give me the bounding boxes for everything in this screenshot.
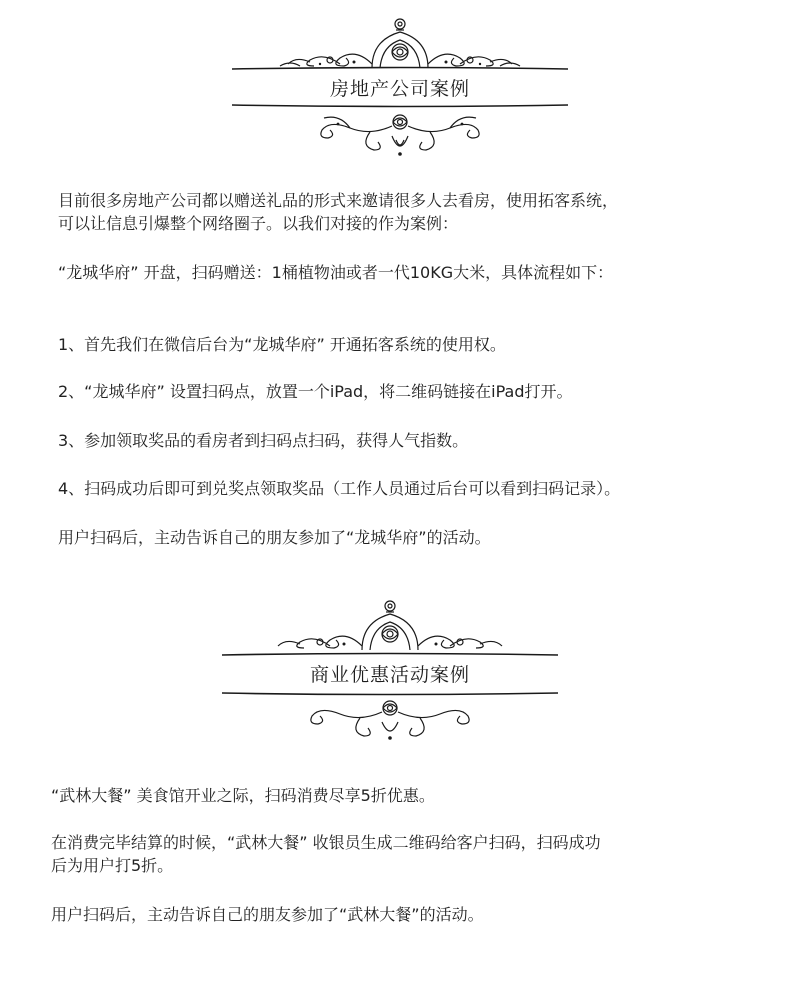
step-2: 2、“龙城华府” 设置扫码点，放置一个iPad，将二维码链接在iPad打开。: [58, 382, 573, 401]
closing-text-1: 用户扫码后，主动告诉自己的朋友参加了“龙城华府”的活动。: [58, 528, 491, 547]
business-line-2b: 后为用户打5折。: [51, 856, 174, 875]
ornament-top-2: [0, 596, 800, 654]
closing-text-2: 用户扫码后，主动告诉自己的朋友参加了“武林大餐”的活动。: [51, 905, 484, 924]
ornament-bottom-1: [0, 106, 800, 158]
business-line-1: “武林大餐” 美食馆开业之际，扫码消费尽享5折优惠。: [51, 786, 435, 805]
promo-text: “龙城华府” 开盘，扫码赠送：1桶植物油或者一代10KG大米，具体流程如下：: [58, 263, 614, 282]
ornament-bottom-2: [0, 694, 800, 742]
crown-ornament-icon: [0, 12, 800, 72]
scroll-ornament-icon: [0, 694, 800, 742]
ornament-top-1: [0, 12, 800, 72]
intro-line-2: 可以让信息引爆整个网络圈子。以我们对接的作为案例：: [58, 214, 459, 233]
divider-line-icon: [0, 652, 800, 658]
section-heading-business: 商业优惠活动案例: [309, 664, 470, 686]
ornament-line-top-2: [0, 652, 800, 658]
scroll-ornament-icon: [0, 106, 800, 158]
step-4: 4、扫码成功后即可到兑奖点领取奖品（工作人员通过后台可以看到扫码记录）。: [58, 479, 621, 498]
divider-line-icon: [0, 66, 800, 72]
intro-line-1: 目前很多房地产公司都以赠送礼品的形式来邀请很多人去看房，使用拓客系统，: [58, 191, 619, 210]
business-line-2a: 在消费完毕结算的时候，“武林大餐” 收银员生成二维码给客户扫码，扫码成功: [51, 833, 601, 852]
crown-ornament-icon: [0, 596, 800, 654]
section-heading-real-estate: 房地产公司案例: [329, 78, 470, 100]
step-1: 1、首先我们在微信后台为“龙城华府” 开通拓客系统的使用权。: [58, 335, 506, 354]
ornament-line-top-1: [0, 66, 800, 72]
step-3: 3、参加领取奖品的看房者到扫码点扫码，获得人气指数。: [58, 431, 469, 450]
